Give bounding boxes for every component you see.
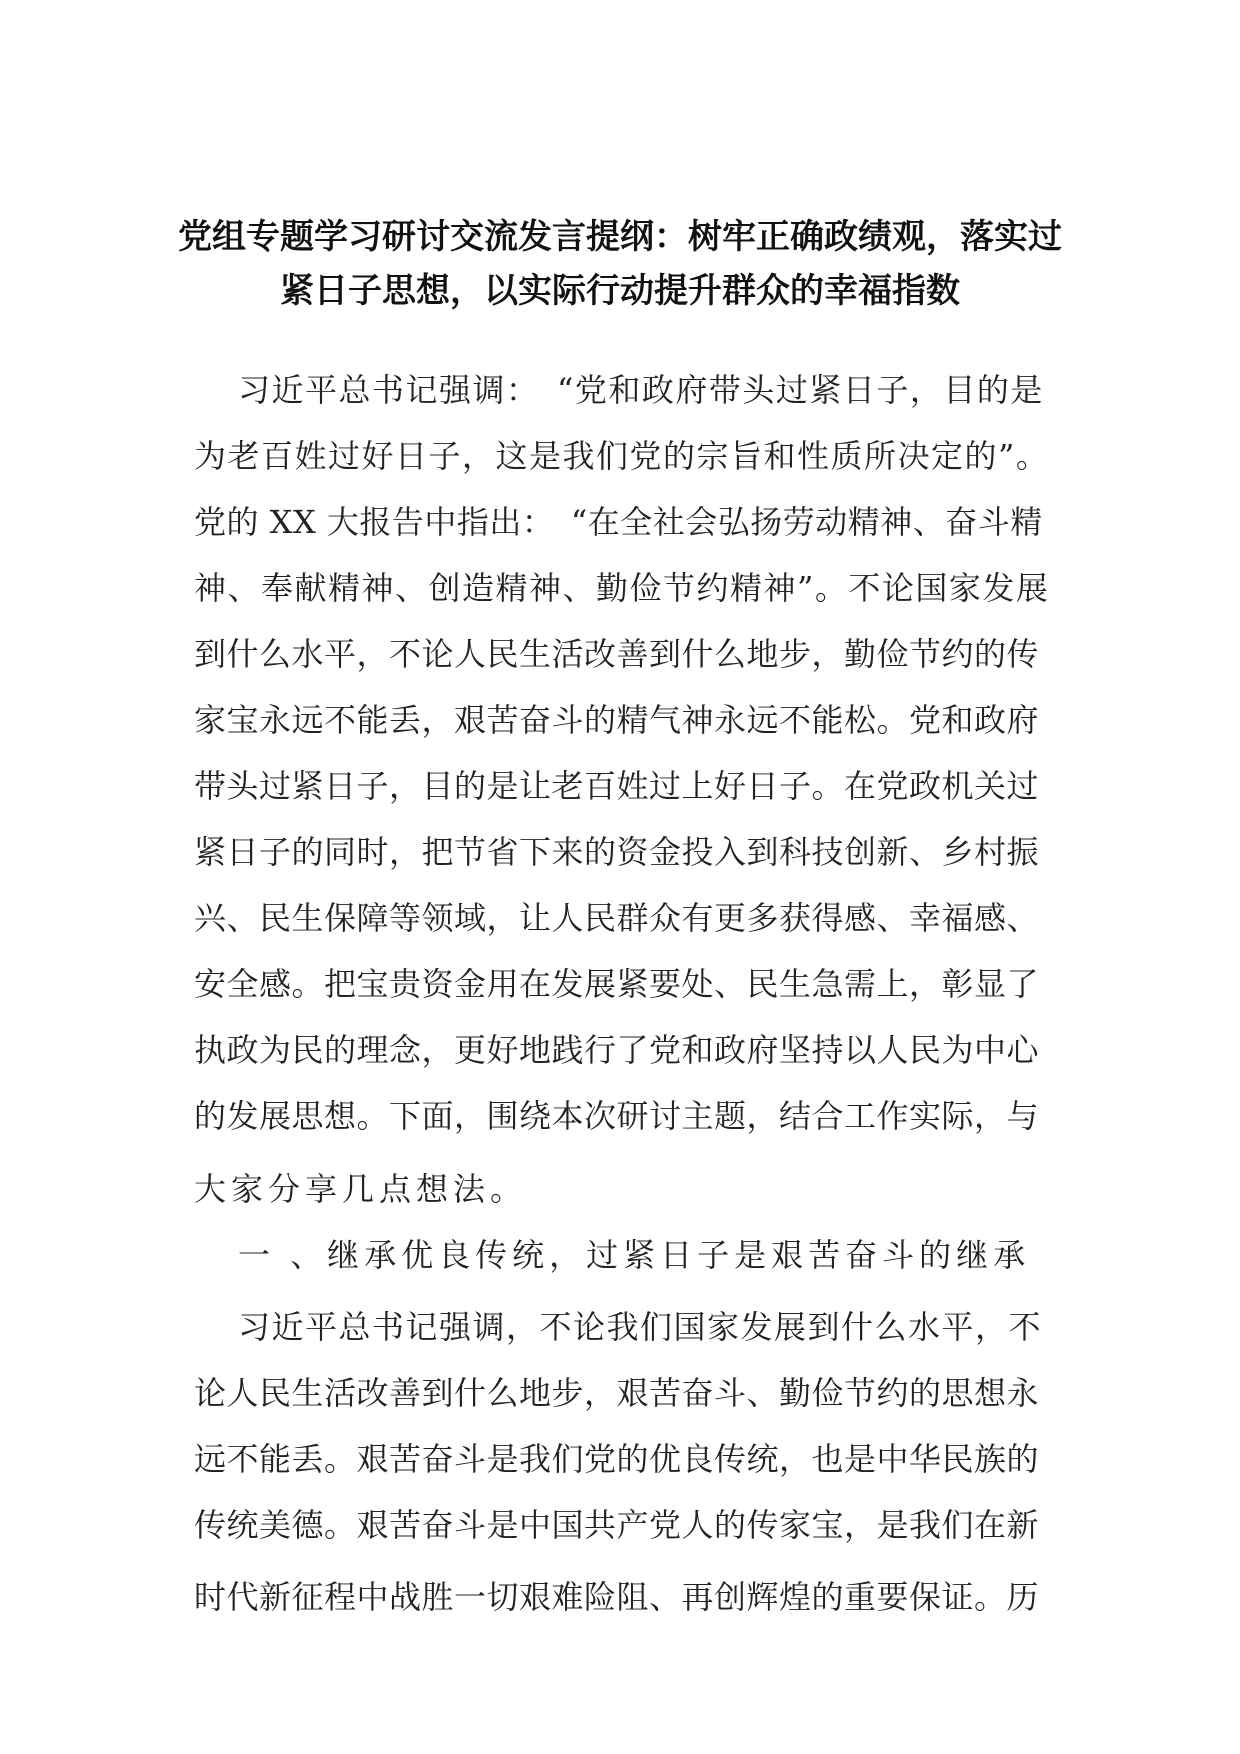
- document-title: [170, 210, 1070, 318]
- body-line: 紧日子的同时，把节省下来的资金投入到科技创新、乡村振: [194, 833, 1040, 871]
- body-line: 兴、民生保障等领域，让人民群众有更多获得感、幸福感、: [194, 899, 1040, 937]
- body-line: 神、奉献精神、创造精神、勤俭节约精神”。不论国家发展: [194, 569, 1050, 607]
- body-line: 时代新征程中战胜一切艰难险阻、再创辉煌的重要保证。历: [194, 1578, 1040, 1616]
- body-line: 执政为民的理念，更好地践行了党和政府坚持以人民为中心: [194, 1031, 1040, 1069]
- body-line: 带头过紧日子，目的是让老百姓过上好日子。在党政机关过: [194, 767, 1040, 805]
- body-line: 远不能丢。艰苦奋斗是我们党的优良传统，也是中华民族的: [194, 1440, 1040, 1478]
- body-line: 大家分享几点想法。: [194, 1170, 528, 1208]
- title-line-1: 党组专题学习研讨交流发言提纲：树牢正确政绩观，落实过: [178, 217, 1062, 257]
- body-line: 到什么水平，不论人民生活改善到什么地步，勤俭节约的传: [194, 635, 1040, 673]
- body-line: 为老百姓过好日子，这是我们党的宗旨和性质所决定的”。: [194, 437, 1050, 475]
- body-line: 安全感。把宝贵资金用在发展紧要处、民生急需上，彰显了: [194, 965, 1040, 1003]
- section-heading: 一 、继承优良传统，过紧日子是艰苦奋斗的继承: [238, 1236, 1031, 1274]
- body-line: 习近平总书记强调，不论我们国家发展到什么水平，不: [238, 1308, 1043, 1346]
- body-line: 习近平总书记强调： “党和政府带头过紧日子，目的是: [238, 371, 1044, 409]
- body-line: 党的 XX 大报告中指出： “在全社会弘扬劳动精神、奋斗精: [194, 503, 1043, 541]
- title-line-2: 紧日子思想，以实际行动提升群众的幸福指数: [280, 271, 960, 311]
- body-line: 的发展思想。下面，围绕本次研讨主题，结合工作实际，与: [194, 1097, 1040, 1135]
- body-line: 论人民生活改善到什么地步，艰苦奋斗、勤俭节约的思想永: [194, 1374, 1040, 1412]
- body-line: 家宝永远不能丢，艰苦奋斗的精气神永远不能松。党和政府: [194, 701, 1040, 739]
- body-line: 传统美德。艰苦奋斗是中国共产党人的传家宝，是我们在新: [194, 1506, 1040, 1544]
